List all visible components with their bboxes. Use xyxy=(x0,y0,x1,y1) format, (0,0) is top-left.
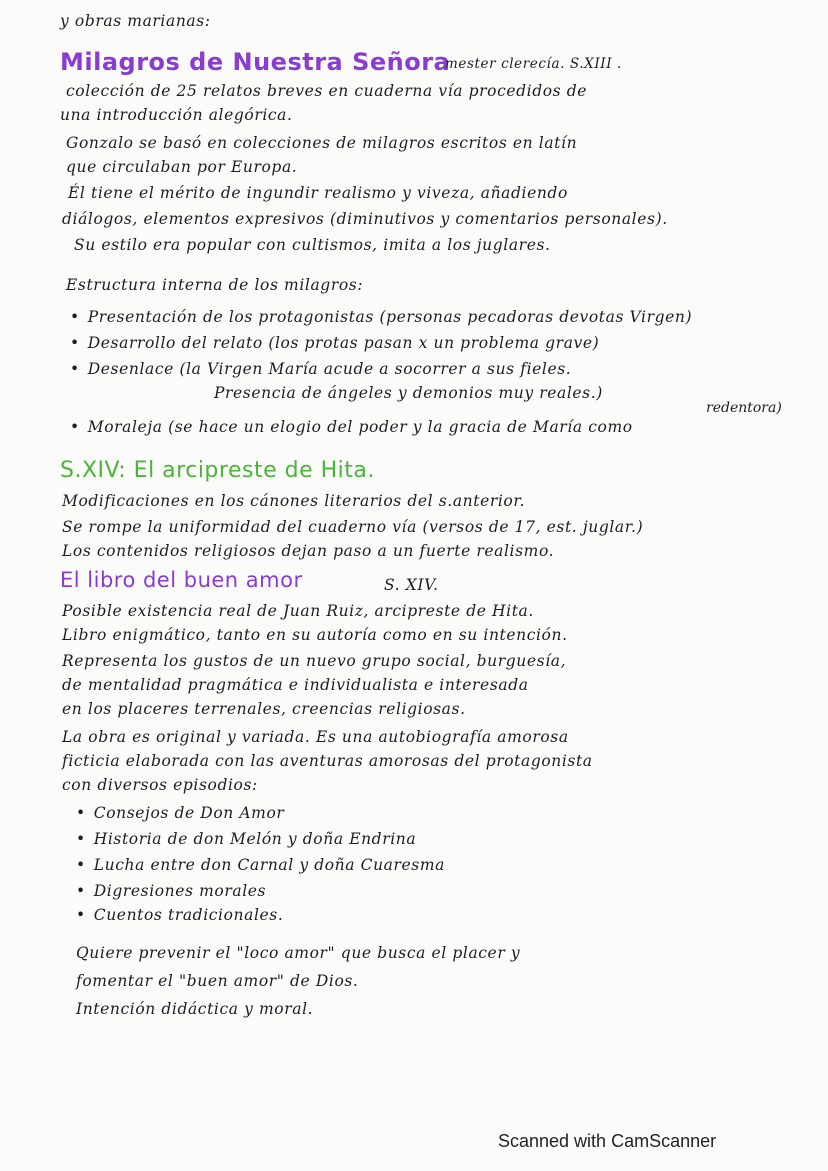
section3-bullet-4: • Digresiones morales xyxy=(76,882,266,900)
section3-line-6: La obra es original y variada. Es una autobiografía amorosa xyxy=(62,728,569,746)
section1-line-3: Gonzalo se basó en colecciones de milagros escritos en latín xyxy=(66,134,578,152)
closing-line-2: fomentar el "buen amor" de Dios. xyxy=(76,972,359,990)
section3-line-5: en los placeres terrenales, creencias religiosas. xyxy=(62,700,466,718)
section1-meta: mester clerecía. S.XIII . xyxy=(445,56,622,72)
section3-meta: S. XIV. xyxy=(384,576,439,594)
section1-title: Milagros de Nuestra Señora xyxy=(60,48,451,76)
section1-line-8: Estructura interna de los milagros: xyxy=(66,276,364,294)
section2-line-2: Se rompe la uniformidad del cuaderno vía (versos de 17, est. juglar.) xyxy=(62,518,644,536)
section3-title: El libro del buen amor xyxy=(60,568,303,592)
section1-line-6: diálogos, elementos expresivos (diminutivos y comentarios personales). xyxy=(62,210,668,228)
section3-bullet-1: • Consejos de Don Amor xyxy=(76,804,284,822)
section2-line-1: Modificaciones en los cánones literarios del s.anterior. xyxy=(62,492,526,510)
section3-line-3: Representa los gustos de un nuevo grupo social, burguesía, xyxy=(62,652,567,670)
closing-line-1: Quiere prevenir el "loco amor" que busca el placer y xyxy=(76,944,521,962)
section1-bullet-4-note: redentora) xyxy=(706,400,782,416)
section3-line-8: con diversos episodios: xyxy=(62,776,258,794)
section2-line-3: Los contenidos religiosos dejan paso a un fuerte realismo. xyxy=(62,542,555,560)
section1-bullet-4: • Moraleja (se hace un elogio del poder y la gracia de María como xyxy=(70,418,633,436)
section3-bullet-5: • Cuentos tradicionales. xyxy=(76,906,283,924)
section1-line-7: Su estilo era popular con cultismos, imita a los juglares. xyxy=(74,236,551,254)
section3-line-7: ficticia elaborada con las aventuras amorosas del protagonista xyxy=(62,752,593,770)
section1-bullet-3: • Desenlace (la Virgen María acude a socorrer a sus fieles. xyxy=(70,360,571,378)
closing-line-3: Intención didáctica y moral. xyxy=(76,1000,314,1018)
section3-line-2: Libro enigmático, tanto en su autoría como en su intención. xyxy=(62,626,568,644)
section1-line-2: una introducción alegórica. xyxy=(60,106,293,124)
section2-title: S.XIV: El arcipreste de Hita. xyxy=(60,458,375,483)
section1-line-1: colección de 25 relatos breves en cuaderna vía procedidos de xyxy=(66,82,588,100)
section1-bullet-2: • Desarrollo del relato (los protas pasan x un problema grave) xyxy=(70,334,599,352)
section1-bullet-3-continuation: Presencia de ángeles y demonios muy reales.) xyxy=(214,384,603,402)
section1-line-4: que circulaban por Europa. xyxy=(66,158,298,176)
section3-bullet-2: • Historia de don Melón y doña Endrina xyxy=(76,830,416,848)
scanner-watermark: Scanned with CamScanner xyxy=(498,1131,717,1151)
section3-line-4: de mentalidad pragmática e individualista e interesada xyxy=(62,676,529,694)
section3-bullet-3: • Lucha entre don Carnal y doña Cuaresma xyxy=(76,856,445,874)
intro-line: y obras marianas: xyxy=(60,12,211,30)
section1-line-5: Él tiene el mérito de ingundir realismo y viveza, añadiendo xyxy=(68,184,568,202)
section1-bullet-1: • Presentación de los protagonistas (personas pecadoras devotas Virgen) xyxy=(70,308,692,326)
section3-line-1: Posible existencia real de Juan Ruiz, arcipreste de Hita. xyxy=(62,602,534,620)
